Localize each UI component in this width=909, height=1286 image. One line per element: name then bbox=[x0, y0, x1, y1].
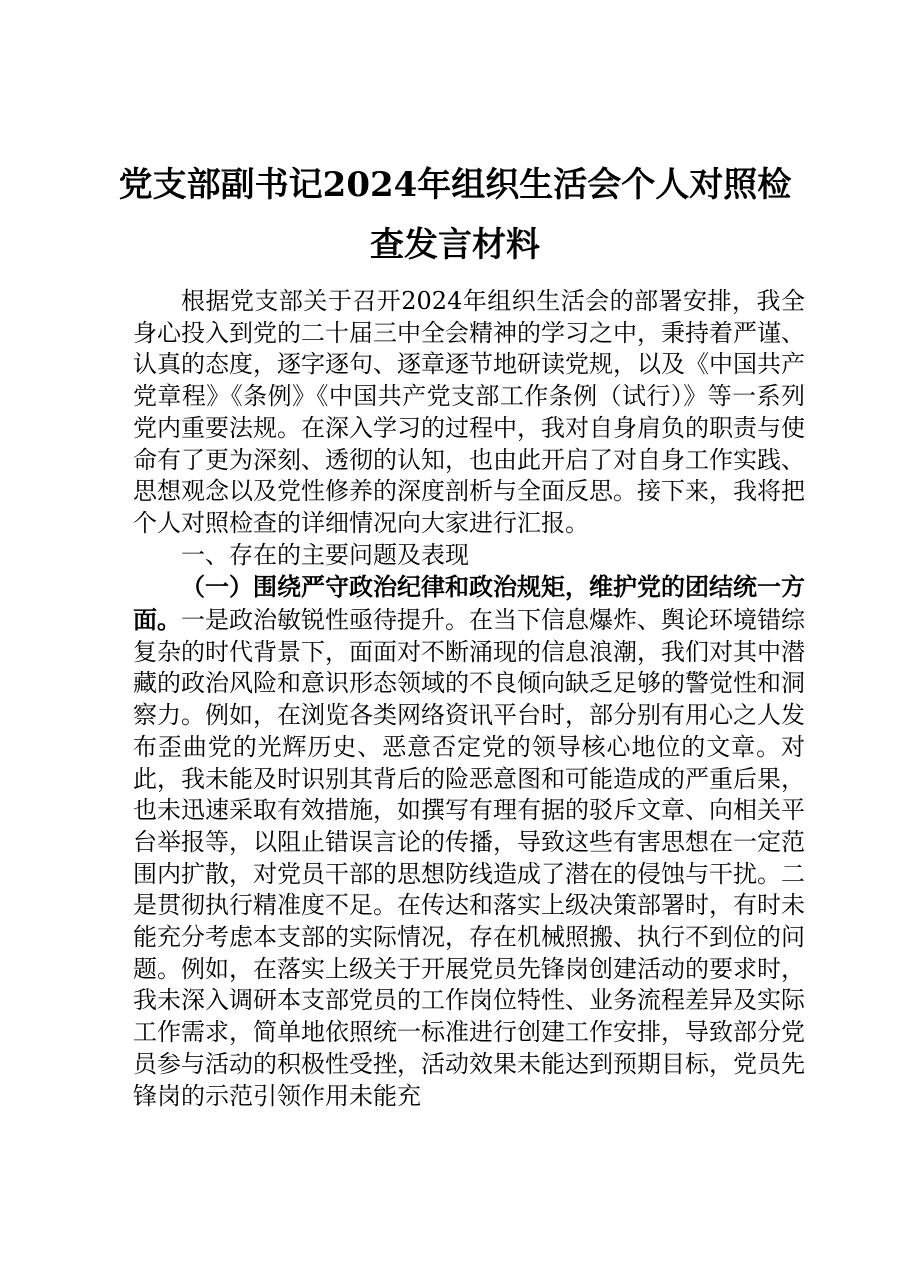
subsection-heading-1: （一）围绕严守政治纪律和政治规矩，维护党的团结统一方面。 bbox=[133, 572, 805, 635]
intro-paragraph: 根据党支部关于召开2024年组织生活会的部署安排，我全身心投入到党的二十届三中全会精神的学习之中，秉持着严谨、认真的态度，逐字逐句、逐章逐节地研读党规，以及《中国共产党章程》《条例》《中国共产党支部工作条例（试行）》等一系列党内重要法规。在深入学习的过程中，我对自身肩负的职责与使命有了更为深刻、透彻的认知，也由此开启了对自身工作实践、思想观念以及党性修养的深度剖析与全面反思。接下来，我将把个人对照检查的详细情况向大家进行汇报。 bbox=[133, 287, 805, 537]
document-body bbox=[133, 286, 805, 1112]
section-heading-1: 一、存在的主要问题及表现 bbox=[181, 540, 469, 569]
document-title: 党支部副书记2024年组织生活会个人对照检查发言材料 bbox=[118, 165, 792, 265]
subsection-paragraph-1 bbox=[133, 571, 805, 1112]
subsection-body-1: 一是政治敏锐性亟待提升。在当下信息爆炸、舆论环境错综复杂的时代背景下，面面对不断涌现的信息浪潮，我们对其中潜藏的政治风险和意识形态领域的不良倾向缺乏足够的警觉性和洞察力。例如，在浏览各类网络资讯平台时，部分别有用心之人发布歪曲党的光辉历史、恶意否定党的领导核心地位的文章。对此，我未能及时识别其背后的险恶意图和可能造成的严重后果，也未迅速采取有效措施，如撰写有理有据的驳斥文章、向相关平台举报等，以阻止错误言论的传播，导致这些有害思想在一定范围内扩散，对党员干部的思想防线造成了潜在的侵蚀与干扰。二是贯彻执行精准度不足。在传达和落实上级决策部署时，有时未能充分考虑本支部的实际情况，存在机械照搬、执行不到位的问题。例如，在落实上级关于开展党员先锋岗创建活动的要求时，我未深入调研本支部党员的工作岗位特性、业务流程差异及实际工作需求，简单地依照统一标准进行创建工作安排，导致部分党员参与活动的积极性受挫，活动效果未能达到预期目标，党员先锋岗的示范引领作用未能充 bbox=[133, 606, 805, 1110]
